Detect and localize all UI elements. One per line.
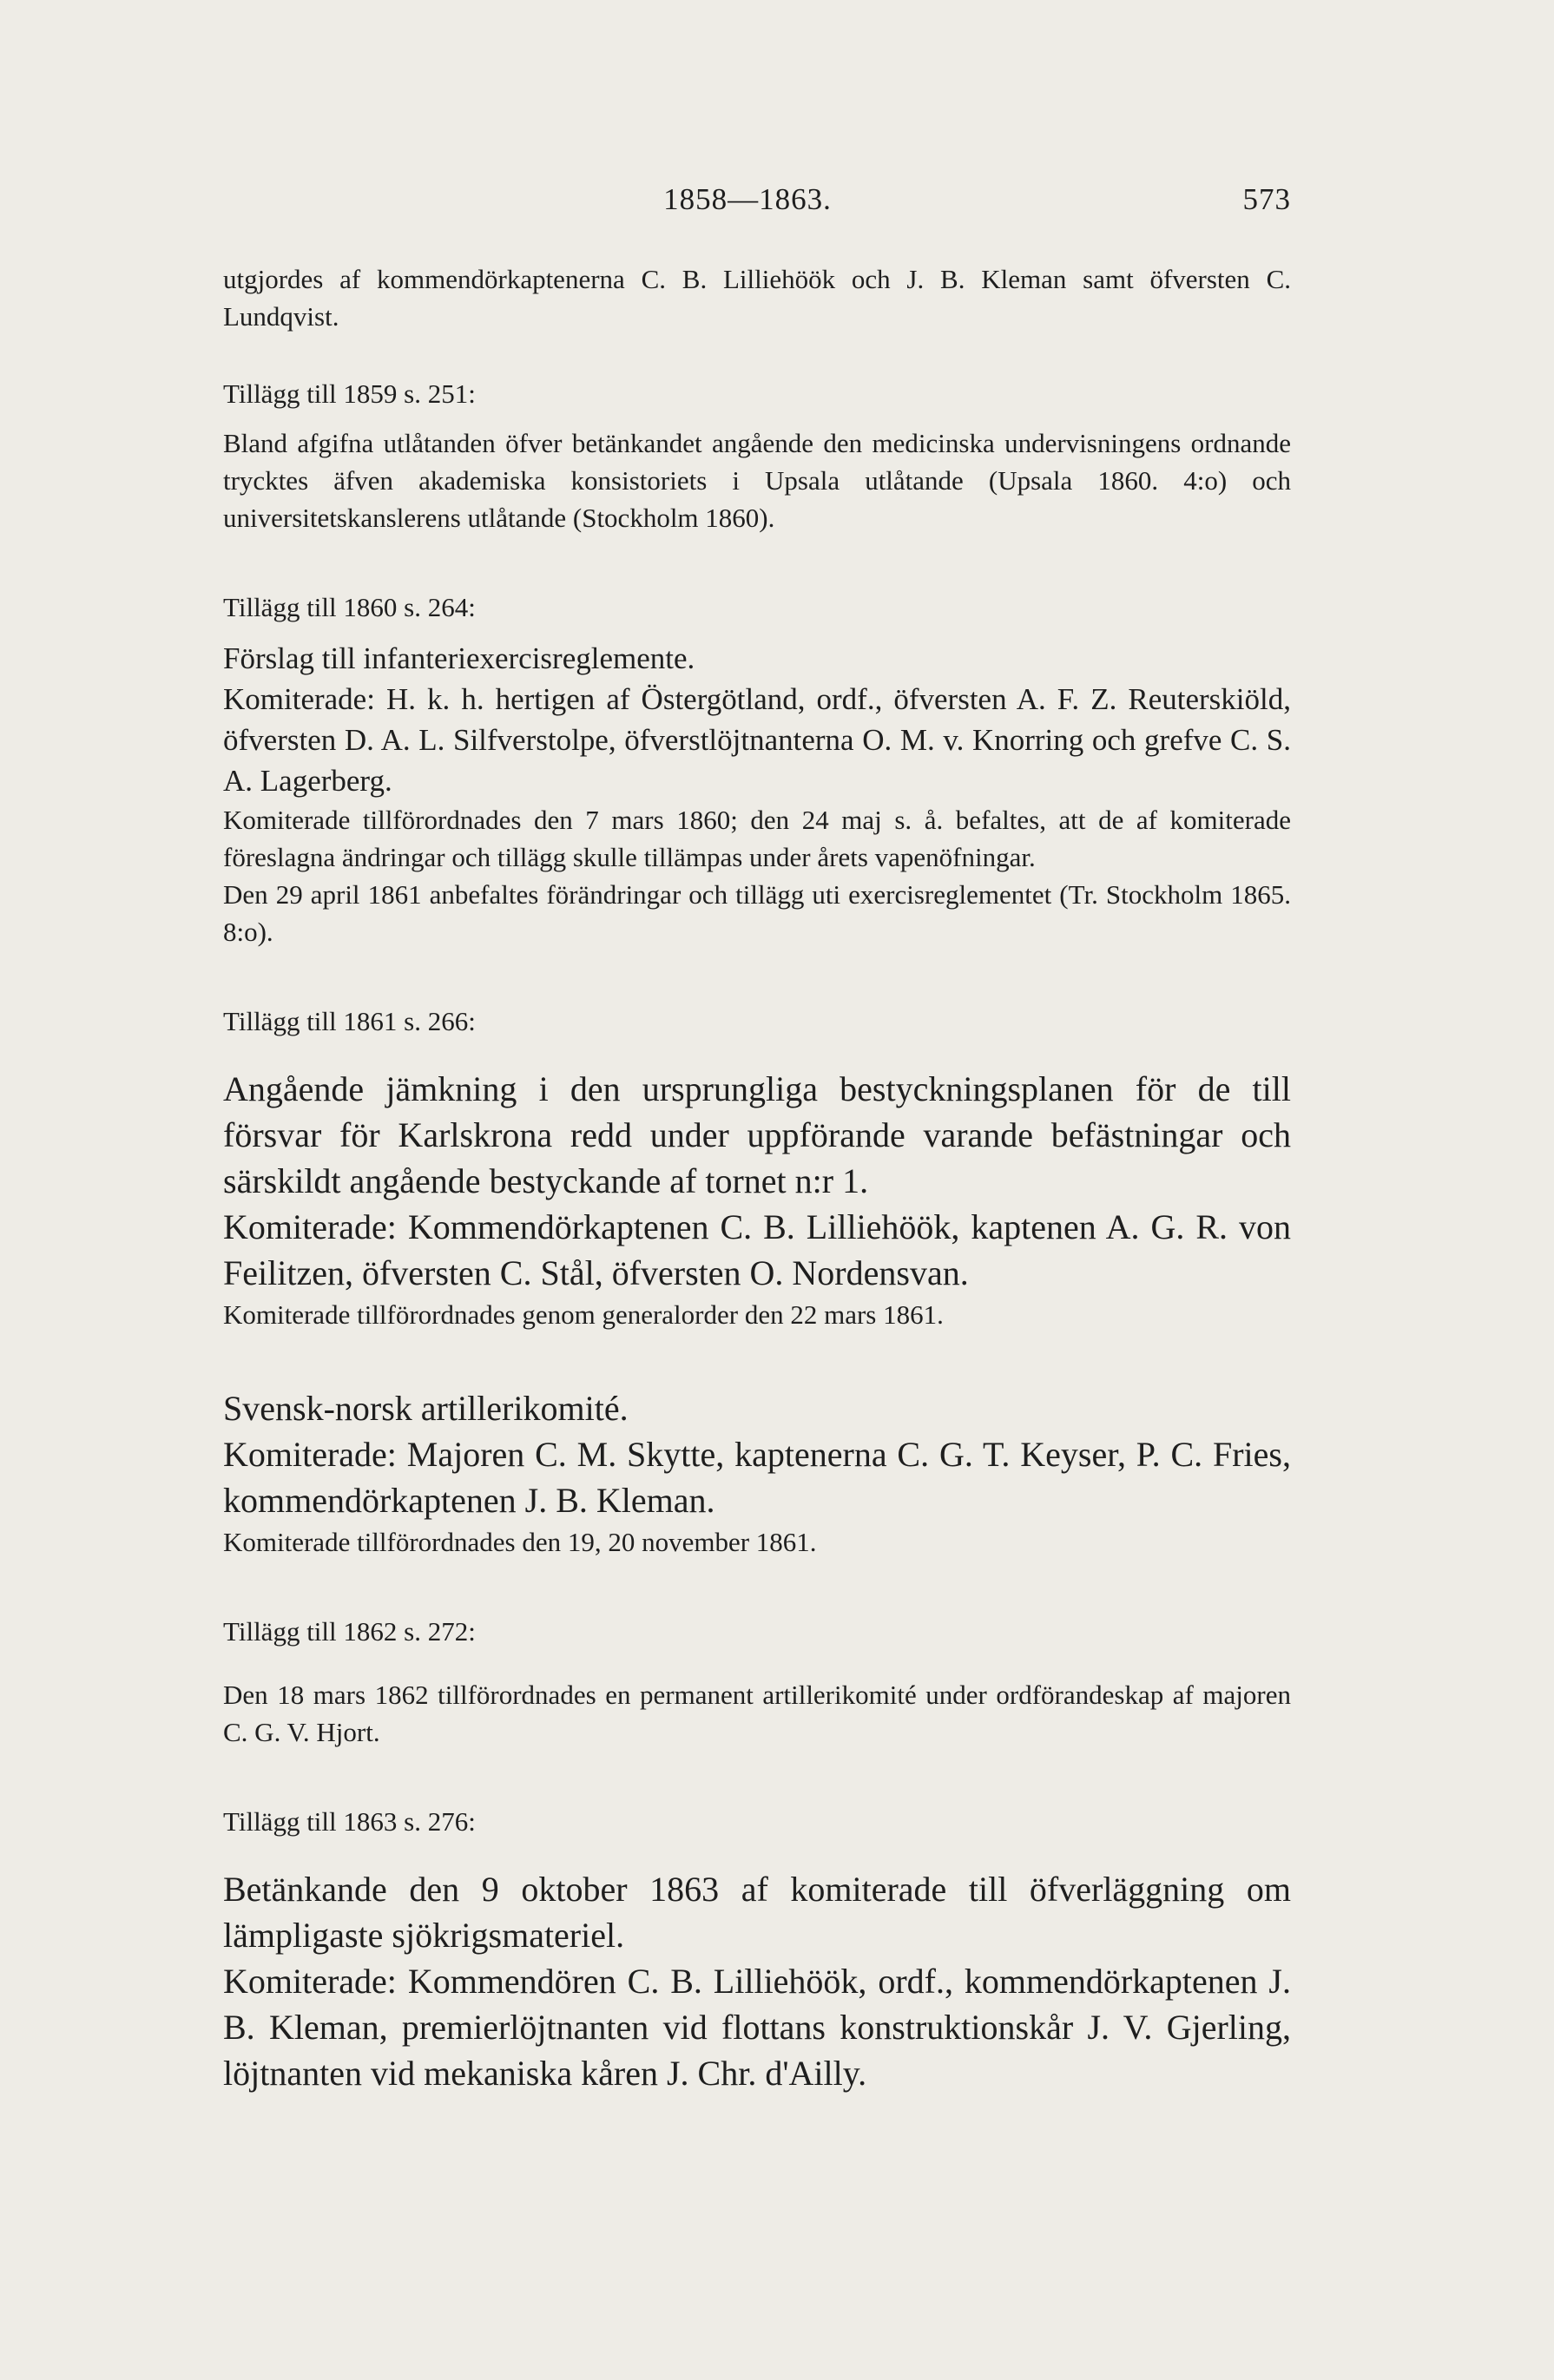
section-heading-1859: Tillägg till 1859 s. 251:	[223, 378, 476, 409]
section-heading-1861: Tillägg till 1861 s. 266:	[223, 1006, 476, 1036]
note-infanteri-2: Den 29 april 1861 anbefaltes förändringar och tillägg uti exercisreglementet (Tr. Stockholm 1865. 8:o).	[223, 879, 1291, 947]
committee-members-infanteri: Komiterade: H. k. h. hertigen af Östergötland, ordf., öfversten A. F. Z. Reuterskiöld, öfversten D. A. L. Silfverstolpe, öfverstlöjtnanterna O. M. v. Knorring och grefve C. S. A. Lagerberg.	[223, 682, 1291, 798]
note-permanent-komite: Den 18 mars 1862 tillförordnades en permanent artillerikomité under ordförandeskap af majoren C. G. V. Hjort.	[223, 1680, 1291, 1747]
note-artillerikomite: Komiterade tillförordnades den 19, 20 november 1861.	[223, 1527, 817, 1557]
committee-members-artillerikomite: Komiterade: Majoren C. M. Skytte, kaptenerna C. G. T. Keyser, P. C. Fries, kommendörkaptenen J. B. Kleman.	[223, 1435, 1291, 1520]
page-body	[223, 260, 1291, 2096]
entry-title-artillerikomite: Svensk-norsk artillerikomité.	[223, 1389, 629, 1428]
entry-title-infanteri: Förslag till infanteriexercisreglemente.	[223, 641, 695, 675]
note-bestyckning: Komiterade tillförordnades genom generalorder den 22 mars 1861.	[223, 1299, 944, 1330]
committee-members-bestyckning: Komiterade: Kommendörkaptenen C. B. Lilliehöök, kaptenen A. G. R. von Feilitzen, öfversten C. Stål, öfversten O. Nordensvan.	[223, 1207, 1291, 1292]
running-header	[204, 182, 1291, 234]
section-heading-1863: Tillägg till 1863 s. 276:	[223, 1806, 476, 1837]
entry-title-bestyckning: Angående jämkning i den ursprungliga bestyckningsplanen för de till försvar för Karlskrona redd under uppförande varande befästningar och särskildt angående bestyckande af tornet n:r 1.	[223, 1069, 1291, 1200]
paragraph-utlatanden: Bland afgifna utlåtanden öfver betänkandet angående den medicinska undervisningens ordnande trycktes äfven akademiska konsistoriets i Upsala utlåtande (Upsala 1860. 4:o) och universitetskanslerens utlåtande (Stockholm 1860).	[223, 428, 1291, 533]
entry-title-sjokrigsmateriel: Betänkande den 9 oktober 1863 af komiterade till öfverläggning om lämpligaste sjökrigsmateriel.	[223, 1870, 1291, 1955]
section-heading-1860: Tillägg till 1860 s. 264:	[223, 592, 476, 622]
header-years: 1858—1863.	[663, 182, 832, 216]
section-heading-1862: Tillägg till 1862 s. 272:	[223, 1616, 476, 1647]
paragraph-continued: utgjordes af kommendörkaptenerna C. B. Lilliehöök och J. B. Kleman samt öfversten C. Lundqvist.	[223, 264, 1291, 332]
page-number: 573	[1242, 182, 1291, 216]
note-infanteri-1: Komiterade tillförordnades den 7 mars 1860; den 24 maj s. å. befaltes, att de af komiterade föreslagna ändringar och tillägg skulle tillämpas under årets vapenöfningar.	[223, 805, 1291, 872]
committee-members-sjokrigsmateriel: Komiterade: Kommendören C. B. Lilliehöök, ordf., kommendörkaptenen J. B. Kleman, premierlöjtnanten vid flottans konstruktionskår J. V. Gjerling, löjtnanten vid mekaniska kåren J. Chr. d'Ailly.	[223, 1962, 1291, 2093]
